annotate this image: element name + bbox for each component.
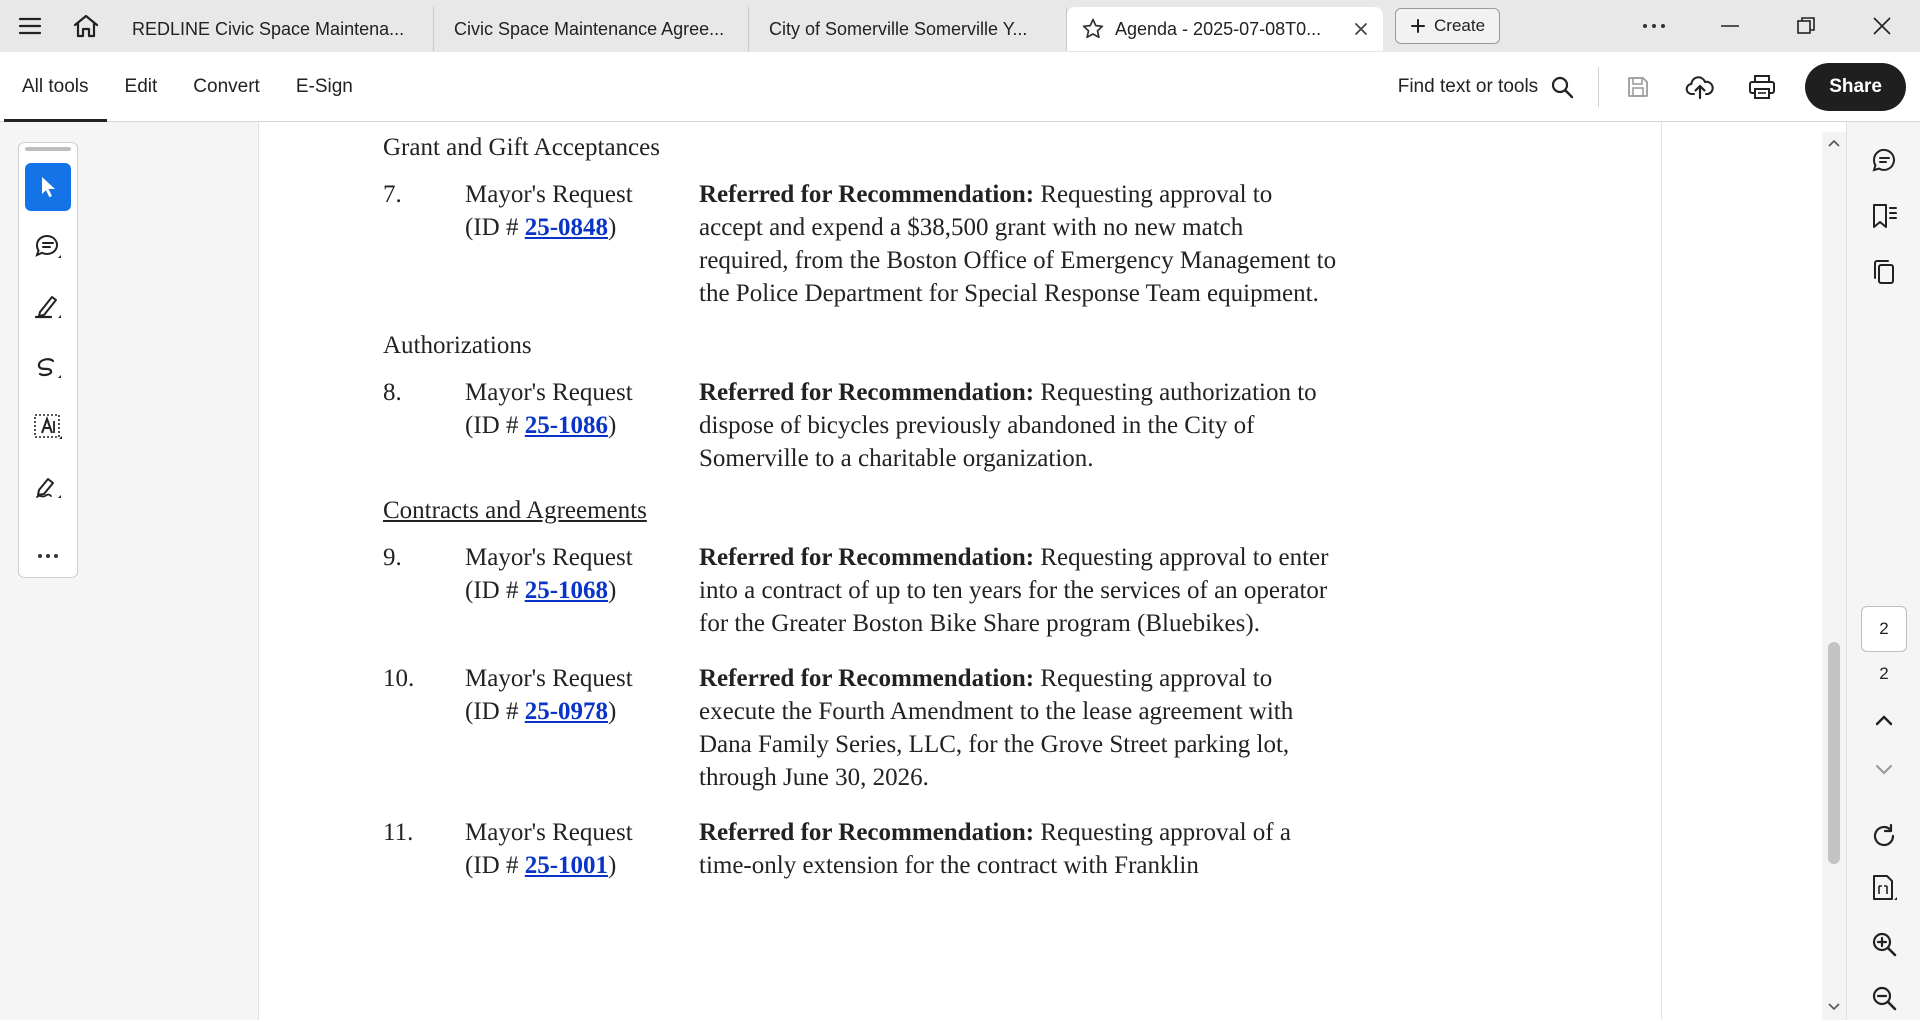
agenda-item — [383, 178, 1343, 310]
page-fit-button[interactable] — [1860, 864, 1908, 912]
request-type: Mayor's Request — [465, 544, 633, 571]
agenda-item — [383, 662, 1343, 794]
home-button[interactable] — [60, 0, 112, 52]
zoom-in-button[interactable] — [1860, 920, 1908, 968]
share-button[interactable]: Share — [1805, 63, 1906, 111]
tab-redline-civic-space[interactable] — [112, 7, 434, 51]
id-prefix: (ID # — [465, 412, 525, 439]
item-text: Requesting approval of a time-only extension for the contract with Franklin — [699, 819, 1291, 879]
star-icon[interactable] — [1081, 17, 1105, 41]
zoom-out-button[interactable] — [1860, 974, 1908, 1022]
home-icon — [72, 13, 100, 39]
tab-label: REDLINE Civic Space Maintena... — [132, 18, 405, 39]
zoom-in-icon — [1870, 930, 1898, 958]
tab-label: City of Somerville Somerville Y... — [769, 18, 1028, 39]
item-id-link[interactable]: 25-0848 — [524, 214, 609, 241]
tab-label: Agenda - 2025-07-08T0... — [1115, 18, 1322, 39]
rotate-icon — [1870, 822, 1898, 850]
bookmarks-panel-button[interactable] — [1860, 192, 1908, 240]
item-id-link[interactable]: 25-1086 — [524, 412, 609, 439]
more-options-button[interactable] — [1616, 0, 1692, 52]
request-type: Mayor's Request — [465, 665, 633, 692]
document-page[interactable] — [258, 122, 1662, 1020]
agenda-item — [383, 816, 1343, 882]
tab-civic-space-agreement[interactable] — [434, 7, 749, 51]
zoom-out-icon — [1870, 984, 1898, 1012]
more-icon — [1642, 23, 1666, 29]
bookmark-icon — [1870, 202, 1898, 230]
menu-all-tools[interactable]: All tools — [4, 52, 107, 122]
copy-pages-icon — [1870, 258, 1898, 286]
request-type: Mayor's Request — [465, 379, 633, 406]
item-number: 9. — [383, 544, 402, 571]
close-window-button[interactable] — [1844, 0, 1920, 52]
agenda-item — [383, 376, 1343, 475]
restore-button[interactable] — [1768, 0, 1844, 52]
item-text: Requesting approval to enter into a contract of up to ten years for the services of an operator for the Greater Boston Bike Share program (Bluebikes). — [699, 544, 1329, 637]
save-button[interactable] — [1607, 52, 1669, 122]
current-page-input[interactable]: 2 — [1861, 606, 1907, 652]
item-number: 10. — [383, 665, 415, 692]
save-icon — [1626, 75, 1650, 99]
request-type: Mayor's Request — [465, 819, 633, 846]
id-prefix: (ID # — [465, 577, 525, 604]
toolbar — [0, 52, 1920, 122]
pen-highlight-icon — [33, 292, 63, 322]
item-description — [699, 376, 1339, 475]
item-status: Referred for Recommendation: — [699, 379, 1035, 406]
close-icon — [1872, 16, 1892, 36]
upload-button[interactable] — [1669, 52, 1731, 122]
item-text: Requesting authorization to dispose of bicycles previously abandoned in the City of Somerville to a charitable organization. — [699, 379, 1317, 472]
comments-panel-icon — [1870, 146, 1898, 174]
signature-pen-icon — [33, 472, 63, 502]
print-icon — [1748, 74, 1776, 100]
rotate-button[interactable] — [1860, 812, 1908, 860]
item-description — [699, 541, 1339, 640]
search-icon — [1550, 75, 1574, 99]
tab-agenda[interactable] — [1067, 7, 1383, 51]
comment-icon — [33, 232, 63, 262]
find-text-or-tools[interactable] — [1398, 67, 1599, 107]
restore-icon — [1796, 16, 1816, 36]
item-number: 11. — [383, 819, 414, 846]
quick-tools-rail — [18, 142, 78, 578]
comments-panel-button[interactable] — [1860, 136, 1908, 184]
scroll-up-button[interactable] — [1826, 136, 1842, 150]
text-box-tool[interactable] — [25, 403, 71, 451]
print-button[interactable] — [1731, 52, 1793, 122]
comment-tool[interactable] — [25, 223, 71, 271]
id-suffix: ) — [608, 412, 617, 439]
select-tool[interactable] — [25, 163, 71, 211]
freehand-draw-icon — [33, 352, 63, 382]
cursor-icon — [37, 175, 59, 199]
id-suffix: ) — [608, 852, 617, 879]
chevron-down-icon — [1875, 764, 1893, 776]
previous-page-button[interactable] — [1860, 696, 1908, 744]
cloud-upload-icon — [1685, 74, 1715, 100]
menu-convert[interactable]: Convert — [193, 75, 260, 97]
item-id-link[interactable]: 25-0978 — [524, 698, 609, 725]
minimize-icon — [1720, 24, 1740, 28]
item-number: 8. — [383, 379, 402, 406]
tab-bar — [0, 0, 1920, 52]
section-heading: Authorizations — [383, 332, 532, 359]
item-description — [699, 662, 1339, 794]
create-label: Create — [1434, 16, 1486, 35]
text-box-icon — [32, 411, 64, 443]
menu-edit[interactable]: Edit — [124, 75, 158, 97]
tab-label: Civic Space Maintenance Agree... — [454, 18, 725, 39]
id-prefix: (ID # — [465, 214, 525, 241]
id-suffix: ) — [608, 698, 617, 725]
find-label: Find text or tools — [1397, 75, 1539, 97]
agenda-content — [383, 134, 1343, 904]
section-heading-text: Contracts and Agreements — [383, 497, 647, 524]
id-prefix: (ID # — [465, 698, 525, 725]
menu-e-sign[interactable]: E-Sign — [295, 75, 353, 97]
minimize-button[interactable] — [1692, 0, 1768, 52]
item-id-link[interactable]: 25-1068 — [524, 577, 609, 604]
chevron-down-icon — [1828, 1003, 1840, 1011]
item-text: Requesting approval to execute the Fourth Amendment to the lease agreement with Dana Family Series, LLC, for the Grove Street parking lot, through June 30, 2026. — [699, 665, 1294, 791]
more-tools-button[interactable] — [25, 541, 71, 571]
item-source — [465, 178, 699, 310]
item-source — [465, 662, 699, 794]
agenda-item — [383, 541, 1343, 640]
tab-city-of-somerville[interactable] — [749, 7, 1067, 51]
next-page-button[interactable] — [1860, 746, 1908, 794]
vertical-scrollbar[interactable] — [1822, 132, 1846, 1020]
item-status: Referred for Recommendation: — [699, 665, 1035, 692]
draw-tool[interactable] — [25, 343, 71, 391]
scrollbar-thumb[interactable] — [1828, 642, 1840, 864]
item-status: Referred for Recommendation: — [699, 544, 1035, 571]
sign-tool[interactable] — [25, 463, 71, 511]
item-status: Referred for Recommendation: — [699, 819, 1035, 846]
highlight-tool[interactable] — [25, 283, 71, 331]
plus-icon — [1410, 18, 1426, 34]
id-prefix: (ID # — [465, 852, 525, 879]
create-button[interactable] — [1395, 8, 1500, 44]
page-fit-icon — [1869, 873, 1899, 903]
section-heading — [383, 497, 1343, 525]
item-status: Referred for Recommendation: — [699, 181, 1035, 208]
item-text: Requesting approval to accept and expend a $38,500 grant with no new match required, from the Boston Office of Emergency Management to the Police Department for Special Response Team equipment. — [699, 181, 1337, 307]
pages-panel-button[interactable] — [1860, 248, 1908, 296]
hamburger-icon — [18, 16, 42, 36]
item-number: 7. — [383, 181, 402, 208]
item-source — [465, 541, 699, 640]
chevron-up-icon — [1875, 714, 1893, 726]
hamburger-menu-button[interactable] — [0, 0, 60, 52]
item-description — [699, 178, 1339, 310]
request-type: Mayor's Request — [465, 181, 633, 208]
id-suffix: ) — [608, 577, 617, 604]
item-source — [465, 816, 699, 882]
item-source — [465, 376, 699, 475]
item-id-link[interactable]: 25-1001 — [524, 852, 609, 879]
section-heading: Grant and Gift Acceptances — [383, 134, 660, 161]
total-pages: 2 — [1879, 664, 1889, 683]
right-panel — [1846, 122, 1920, 1020]
chevron-up-icon — [1828, 139, 1840, 147]
rail-drag-handle[interactable] — [25, 147, 71, 151]
more-icon — [37, 553, 59, 559]
id-suffix: ) — [608, 214, 617, 241]
scroll-down-button[interactable] — [1826, 1000, 1842, 1014]
close-icon[interactable] — [1353, 21, 1369, 37]
item-description — [699, 816, 1339, 882]
